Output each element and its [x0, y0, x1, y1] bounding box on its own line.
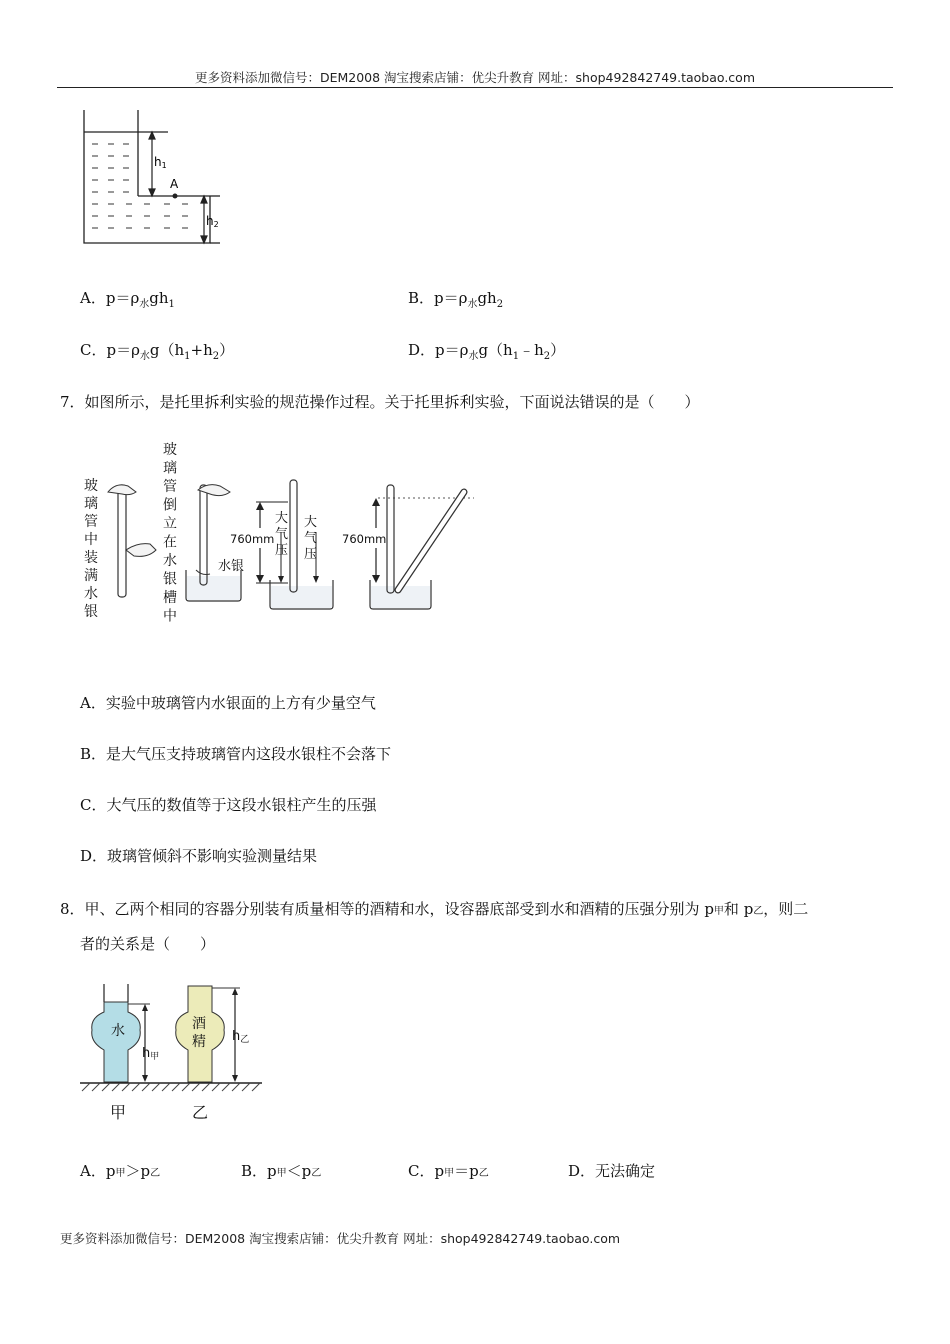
q6-container-figure	[78, 108, 228, 253]
q7-option-d[interactable]: D．玻璃管倾斜不影响实验测量结果	[80, 847, 318, 865]
q7-option-b[interactable]: B．是大气压支持玻璃管内这段水银柱不会落下	[80, 745, 392, 763]
q8-water-label: 水	[111, 1023, 125, 1039]
q8-containers-figure	[78, 980, 268, 1125]
q6-point-a: A	[170, 177, 179, 191]
page-header: 更多资料添加微信号：DEM2008 淘宝搜索店铺：优尖升教育 网址：shop492842749.taobao.com	[194, 70, 756, 85]
q7-pressure-label-right	[304, 514, 317, 562]
q8-h-jia-label: h甲	[142, 1046, 160, 1062]
q7-label-invert-tube	[163, 441, 177, 625]
q7-option-a[interactable]: A．实验中玻璃管内水银面的上方有少量空气	[80, 694, 376, 712]
q6-option-d[interactable]: D．$p=\rho_水g(h_1﹣h_2)$	[408, 341, 566, 362]
q8-stem-line2: 者的关系是（ ）	[80, 935, 216, 953]
q8-stem-line1: 8．甲、乙两个相同的容器分别装有质量相等的酒精和水，设容器底部受到水和酒精的压强分别为 p甲和 p乙，则二	[60, 900, 809, 918]
q6-option-a[interactable]: A．$p=\rho_水gh_1$	[80, 289, 175, 310]
svg-text:大气压: 大气压	[275, 511, 289, 558]
q8-option-a[interactable]: A．p甲＞p乙	[80, 1162, 161, 1180]
q8-jia-label: 甲	[110, 1103, 127, 1122]
q6-h1-label: h1	[154, 155, 167, 170]
q6-h2-label: h2	[206, 214, 219, 229]
q8-h-yi-label: h乙	[232, 1029, 250, 1045]
q7-torricelli-figure	[78, 440, 478, 650]
header-divider	[57, 87, 893, 88]
q8-option-b[interactable]: B．p甲＜p乙	[241, 1162, 322, 1180]
svg-text:玻璃管中装满水银: 玻璃管中装满水银	[84, 478, 98, 620]
q7-stem: 7．如图所示，是托里拆利实验的规范操作过程。关于托里拆利实验，下面说法错误的是（ ）	[60, 393, 700, 411]
q7-option-c[interactable]: C．大气压的数值等于这段水银柱产生的压强	[80, 796, 377, 814]
q7-label-fill-tube	[84, 477, 98, 620]
q8-option-d[interactable]: D．无法确定	[568, 1162, 656, 1180]
q8-alcohol-label-2: 精	[192, 1034, 206, 1050]
q8-alcohol-label-1: 酒	[192, 1016, 206, 1032]
q8-option-c[interactable]: C．p甲＝p乙	[408, 1162, 489, 1180]
q7-height-760-a: 760mm	[230, 532, 275, 546]
svg-text:玻璃管倒立在水银槽中: 玻璃管倒立在水银槽中	[163, 442, 177, 625]
q6-option-c[interactable]: C．$p=\rho_水g(h_1+h_2)$	[80, 341, 235, 362]
q8-yi-label: 乙	[192, 1103, 209, 1122]
svg-text:大气压: 大气压	[304, 515, 318, 562]
q6-option-b[interactable]: B．$p=\rho_水gh_2$	[408, 289, 504, 310]
q7-pressure-label-left	[275, 510, 288, 558]
page-footer: 更多资料添加微信号：DEM2008 淘宝搜索店铺：优尖升教育 网址：shop492842749.taobao.com	[60, 1231, 621, 1246]
q7-height-760-b: 760mm	[342, 532, 387, 546]
q7-mercury-label: 水银	[218, 559, 245, 574]
